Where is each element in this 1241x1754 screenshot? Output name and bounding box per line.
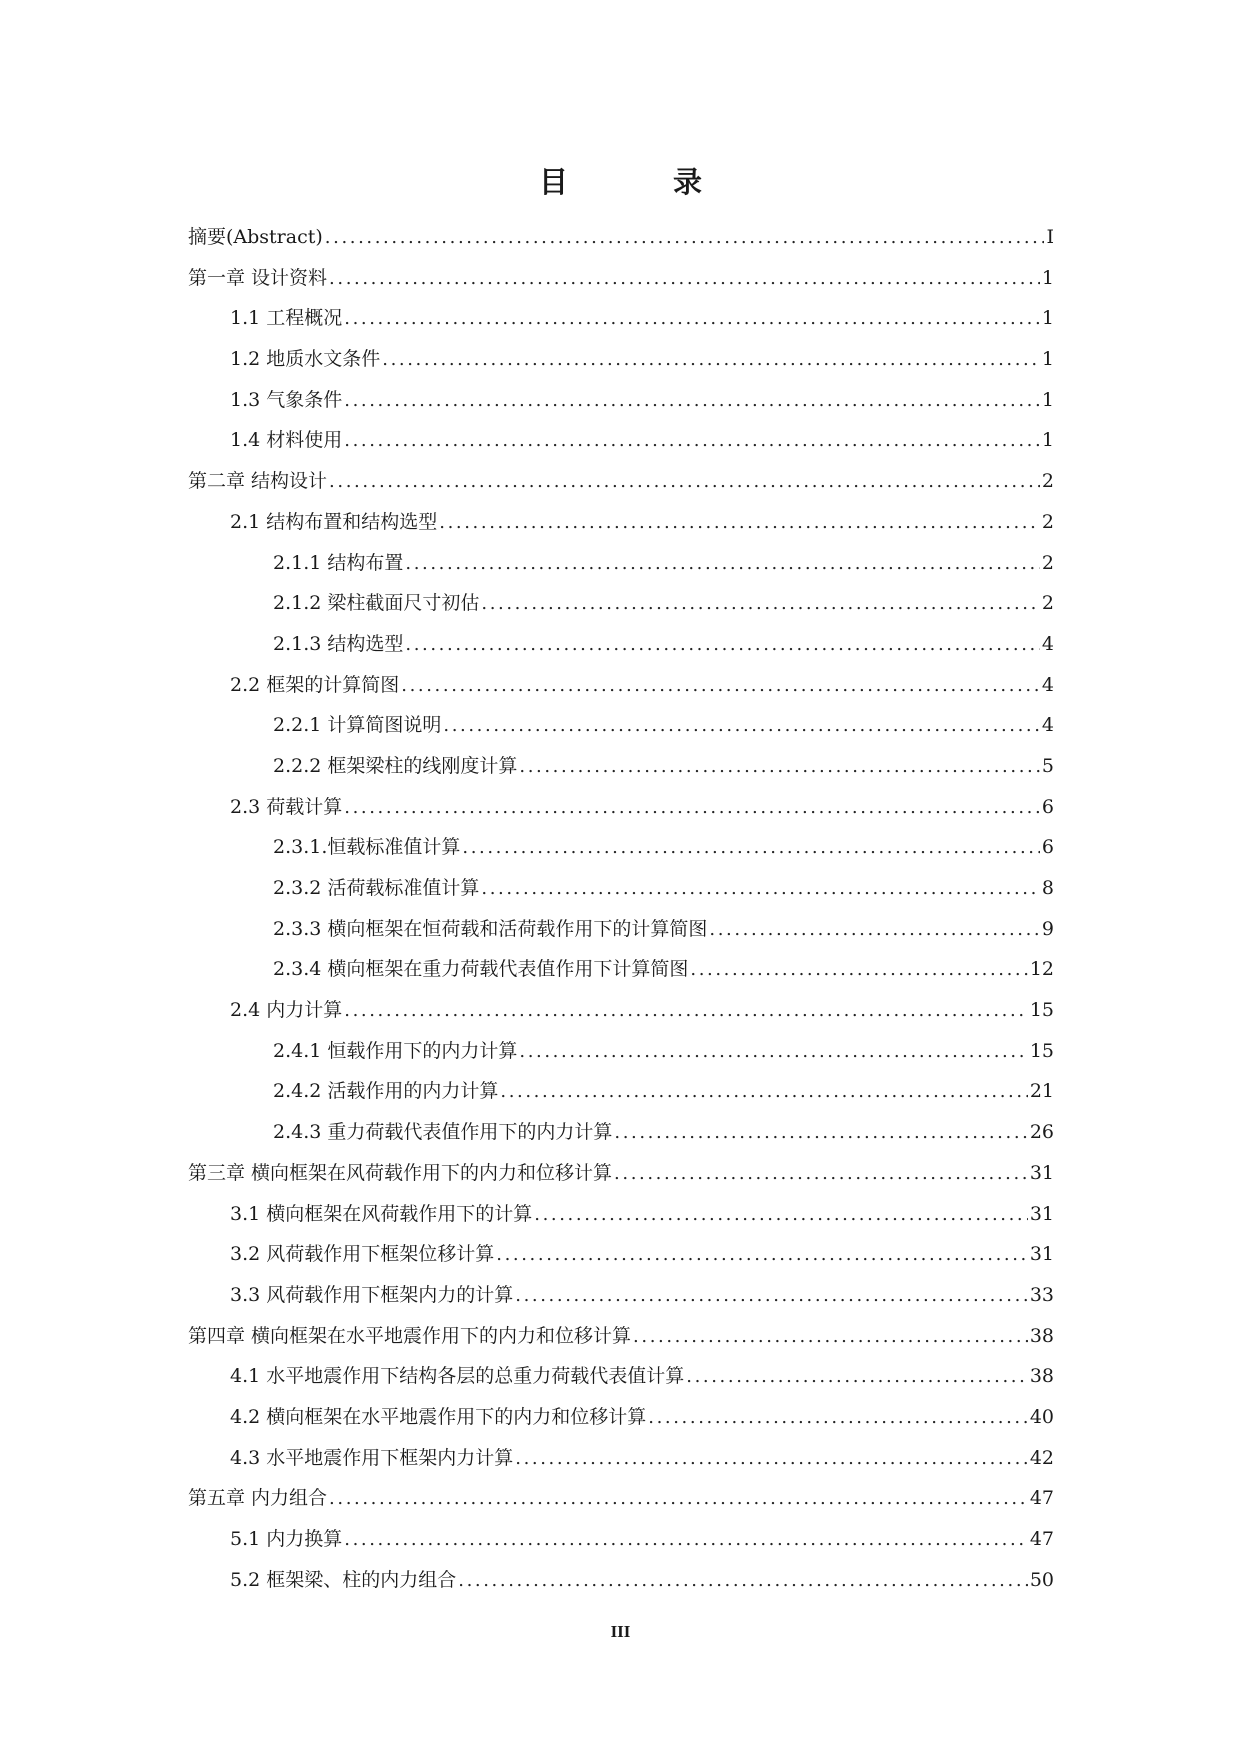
toc-entry-title: 2.3.2 活荷载标准值计算 [273, 877, 480, 899]
toc-entry-title: 第二章 结构设计 [188, 470, 328, 493]
toc-leader-dots [515, 1276, 1028, 1317]
toc-entry[interactable] [188, 624, 1054, 665]
toc-entry-page: 4 [1041, 714, 1054, 737]
toc-entry-page: 2 [1041, 592, 1054, 615]
toc-entry-title: 2.2.2 框架梁柱的线刚度计算 [273, 754, 518, 777]
toc-entry-page: 2 [1041, 470, 1054, 493]
toc-entry[interactable] [188, 827, 1054, 868]
toc-entry-page: 31 [1029, 1161, 1054, 1184]
toc-entry-page: 1 [1041, 307, 1054, 330]
toc-entry-title: 2.1.3 结构选型 [273, 632, 404, 655]
toc-entry[interactable] [188, 380, 1054, 421]
toc-entry-title: 1.3 气象条件 [230, 388, 343, 411]
toc-entry-title: 1.1 工程概况 [230, 307, 343, 330]
toc-entry-page: 47 [1029, 1528, 1054, 1550]
toc-entry-page: 8 [1041, 877, 1054, 899]
toc-entry-page: 31 [1029, 1202, 1054, 1225]
toc-leader-dots [515, 1439, 1028, 1480]
toc-leader-dots [519, 1032, 1027, 1073]
page-number: III [610, 1622, 631, 1641]
toc-entry[interactable] [188, 1356, 1054, 1397]
toc-entry-page: 38 [1029, 1324, 1054, 1347]
toc-leader-dots [344, 381, 1040, 422]
toc-entry-title: 2.3 荷载计算 [230, 795, 343, 818]
toc-entry[interactable] [188, 1194, 1054, 1235]
page-title: 目 录 [538, 165, 740, 199]
toc-entry-title: 2.1 结构布置和结构选型 [230, 510, 438, 533]
toc-entry[interactable] [188, 298, 1054, 339]
toc-entry-title: 第三章 横向框架在风荷载作用下的内力和位移计算 [188, 1161, 613, 1184]
toc-leader-dots [344, 299, 1040, 340]
toc-entry-page: 33 [1029, 1283, 1054, 1306]
toc-entry-title: 2.2.1 计算简图说明 [273, 714, 442, 737]
toc-leader-dots [344, 1520, 1028, 1561]
toc-entry-page: 1 [1041, 348, 1054, 371]
toc-entry-page: 38 [1029, 1365, 1054, 1388]
toc-entry[interactable] [188, 1031, 1054, 1072]
toc-leader-dots [443, 706, 1040, 747]
toc-entry-title: 第五章 内力组合 [188, 1487, 328, 1510]
toc-entry[interactable] [188, 339, 1054, 380]
toc-entry[interactable] [188, 583, 1054, 624]
toc-leader-dots [462, 828, 1040, 869]
toc-entry-title: 2.3.1.恒载标准值计算 [273, 836, 461, 859]
toc-entry[interactable] [188, 1397, 1054, 1438]
toc-leader-dots [690, 950, 1027, 991]
toc-leader-dots [344, 421, 1040, 462]
toc-entry-page: 26 [1029, 1121, 1054, 1144]
toc-entry-page: 21 [1029, 1080, 1054, 1103]
toc-entry-title: 第一章 设计资料 [188, 266, 328, 289]
toc-leader-dots [500, 1072, 1027, 1113]
toc-leader-dots [405, 544, 1040, 585]
toc-entry-title: 第四章 横向框架在水平地震作用下的内力和位移计算 [188, 1324, 632, 1347]
toc-entry-title: 4.2 横向框架在水平地震作用下的内力和位移计算 [230, 1405, 647, 1428]
toc-entry[interactable] [188, 990, 1054, 1031]
toc-entry[interactable] [188, 420, 1054, 461]
toc-entry-page: 15 [1029, 1039, 1054, 1062]
toc-leader-dots [481, 869, 1040, 910]
toc-entry-page: 2 [1041, 551, 1054, 574]
toc-entry[interactable] [188, 1316, 1054, 1357]
toc-entry[interactable] [188, 258, 1054, 299]
toc-entry-title: 4.3 水平地震作用下框架内力计算 [230, 1446, 514, 1469]
toc-entry-page: 1 [1041, 429, 1054, 452]
toc-leader-dots [401, 666, 1040, 707]
toc-entry-title: 2.1.2 梁柱截面尺寸初估 [273, 592, 480, 615]
toc-entry-title: 2.4.2 活载作用的内力计算 [273, 1080, 499, 1103]
toc-entry-page: 4 [1041, 632, 1054, 655]
toc-entry[interactable] [188, 705, 1054, 746]
toc-entry-page: 50 [1029, 1568, 1054, 1591]
toc-leader-dots [344, 991, 1028, 1032]
toc-leader-dots [648, 1398, 1028, 1439]
toc-entry-page: 15 [1029, 999, 1054, 1022]
toc-entry[interactable] [188, 868, 1054, 909]
toc-entry-page: I [1046, 226, 1054, 248]
toc-entry-title: 3.1 横向框架在风荷载作用下的计算 [230, 1202, 533, 1225]
toc-entry-page: 47 [1029, 1487, 1054, 1510]
toc-leader-dots [534, 1195, 1028, 1236]
toc-entry-title: 2.1.1 结构布置 [273, 551, 404, 574]
toc-leader-dots [458, 1561, 1028, 1602]
toc-entry[interactable] [188, 1519, 1054, 1560]
toc-entry[interactable] [188, 1275, 1054, 1316]
toc-entry-title: 2.4.1 恒载作用下的内力计算 [273, 1039, 518, 1062]
toc-entry-page: 1 [1041, 388, 1054, 411]
toc-leader-dots [709, 910, 1040, 951]
toc-entry[interactable] [188, 787, 1054, 828]
toc-leader-dots [439, 503, 1040, 544]
toc-entry-title: 1.4 材料使用 [230, 429, 343, 452]
toc-entry[interactable] [188, 543, 1054, 584]
toc-entry-page: 40 [1029, 1405, 1054, 1428]
toc-entry-page: 5 [1041, 754, 1054, 777]
toc-entry-page: 4 [1041, 673, 1054, 696]
toc-entry-page: 6 [1041, 795, 1054, 818]
toc-leader-dots [519, 747, 1040, 788]
toc-entry[interactable] [188, 1234, 1054, 1275]
toc-entry-title: 5.1 内力换算 [230, 1528, 343, 1550]
toc-entry-page: 42 [1029, 1446, 1054, 1469]
toc-leader-dots [405, 625, 1040, 666]
toc-entry[interactable] [188, 746, 1054, 787]
toc-entry[interactable] [188, 949, 1054, 990]
toc-entry[interactable] [188, 1071, 1054, 1112]
toc-entry[interactable] [188, 1438, 1054, 1479]
toc-entry[interactable] [188, 461, 1054, 502]
toc-entry[interactable] [188, 1112, 1054, 1153]
toc-leader-dots [325, 218, 1045, 259]
toc-leader-dots [481, 584, 1040, 625]
toc-entry-page: 6 [1041, 836, 1054, 859]
toc-leader-dots [329, 259, 1040, 300]
toc-entry[interactable] [188, 502, 1054, 543]
toc-entry-page: 1 [1041, 266, 1054, 289]
toc-entry-title: 2.4 内力计算 [230, 999, 343, 1022]
toc-entry[interactable] [188, 909, 1054, 950]
toc-entry-title: 2.3.4 横向框架在重力荷载代表值作用下计算简图 [273, 958, 689, 981]
toc-entry-title: 3.2 风荷载作用下框架位移计算 [230, 1243, 495, 1266]
toc-leader-dots [686, 1357, 1028, 1398]
toc-entry-title: 2.4.3 重力荷载代表值作用下的内力计算 [273, 1121, 613, 1144]
toc-entry-title: 摘要(Abstract) [188, 226, 323, 248]
toc-leader-dots [344, 788, 1040, 829]
toc-entry-page: 2 [1041, 510, 1054, 533]
toc-entry[interactable] [188, 217, 1054, 258]
toc-entry-title: 2.3.3 横向框架在恒荷载和活荷载作用下的计算简图 [273, 917, 708, 940]
toc-leader-dots [633, 1317, 1028, 1358]
toc-leader-dots [382, 340, 1040, 381]
toc-entry-title: 1.2 地质水文条件 [230, 348, 381, 371]
toc-leader-dots [496, 1235, 1028, 1276]
toc-entry-title: 5.2 框架梁、柱的内力组合 [230, 1568, 457, 1591]
toc-leader-dots [614, 1154, 1028, 1195]
toc-entry[interactable] [188, 1478, 1054, 1519]
toc-entry[interactable] [188, 1560, 1054, 1601]
toc-entry[interactable] [188, 665, 1054, 706]
toc-entry[interactable] [188, 1153, 1054, 1194]
toc-entry-title: 3.3 风荷载作用下框架内力的计算 [230, 1283, 514, 1306]
toc-entry-title: 4.1 水平地震作用下结构各层的总重力荷载代表值计算 [230, 1365, 685, 1388]
toc-entry-title: 2.2 框架的计算简图 [230, 673, 400, 696]
toc-entry-page: 9 [1041, 917, 1054, 940]
toc-leader-dots [329, 462, 1040, 503]
toc-entry-page: 31 [1029, 1243, 1054, 1266]
toc-leader-dots [329, 1479, 1028, 1520]
toc-leader-dots [614, 1113, 1027, 1154]
toc-entry-page: 12 [1029, 958, 1054, 981]
table-of-contents [188, 217, 1054, 1600]
